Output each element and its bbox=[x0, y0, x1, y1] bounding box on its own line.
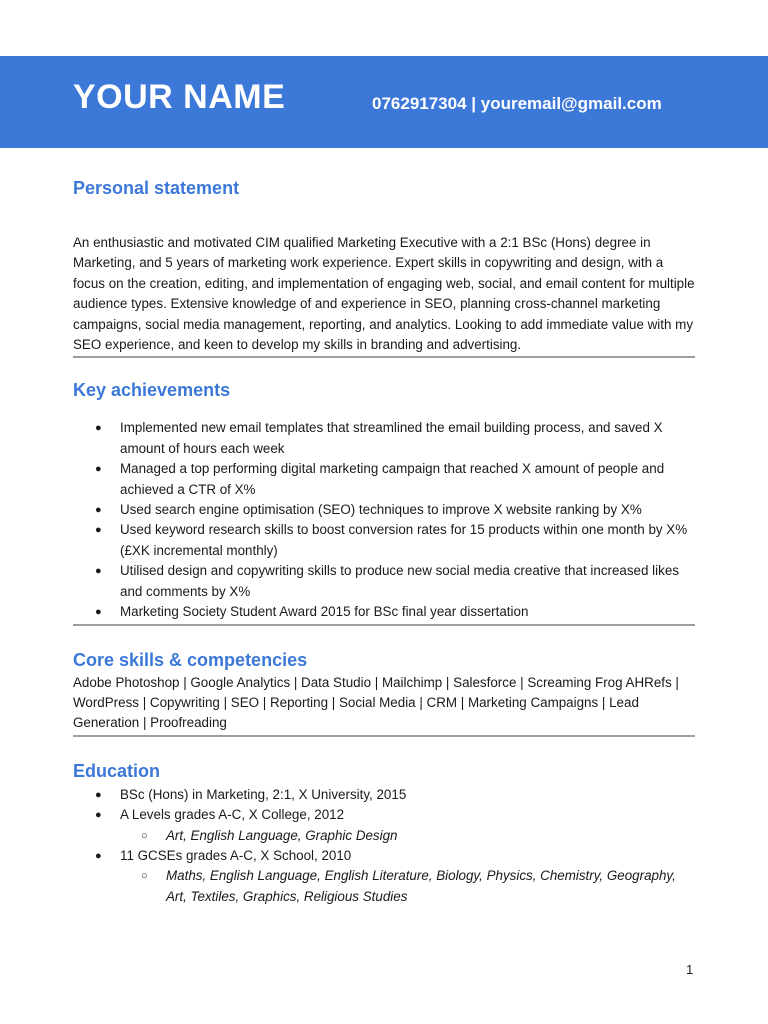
bullet-icon: ● bbox=[95, 524, 102, 537]
section-divider bbox=[73, 624, 695, 626]
key-achievements-heading: Key achievements bbox=[73, 380, 231, 401]
personal-statement-heading: Personal statement bbox=[73, 178, 240, 198]
bullet-icon: ● bbox=[95, 422, 102, 435]
sub-list-item: ○ Maths, English Language, English Literature, Biology, Physics, Chemistry, Geography, Art, Textiles, Graphics, Religious Studies bbox=[141, 868, 676, 904]
bullet-icon: ● bbox=[95, 788, 102, 801]
bullet-icon: ● bbox=[95, 849, 102, 862]
resume-content bbox=[73, 178, 695, 907]
achievements-list bbox=[73, 418, 695, 622]
core-skills-heading: Core skills & competencies bbox=[73, 649, 308, 670]
page-number: 1 bbox=[686, 962, 694, 977]
header-banner bbox=[0, 56, 768, 148]
candidate-name: YOUR NAME bbox=[73, 78, 286, 116]
list-item: ● Managed a top performing digital marketing campaign that reached X amount of people and achieved a CTR of X% bbox=[95, 461, 665, 497]
circle-bullet-icon: ○ bbox=[141, 829, 148, 842]
section-divider bbox=[73, 735, 695, 737]
bullet-icon: ● bbox=[95, 809, 102, 822]
list-item: ● 11 GCSEs grades A-C, X School, 2010 ○ Maths, English Language, English Literature, Biology, Physics, Chemistry, Geography, Art, Textiles, Graphics, Religious Studies bbox=[73, 846, 695, 907]
list-item: ● A Levels grades A-C, X College, 2012 ○ Art, English Language, Graphic Design bbox=[73, 805, 695, 846]
list-item: ● Used search engine optimisation (SEO) techniques to improve X website ranking by X% bbox=[73, 500, 695, 520]
bullet-icon: ● bbox=[95, 565, 102, 578]
list-item: ● Utilised design and copywriting skills to produce new social media creative that increased likes and comments by X% bbox=[95, 563, 679, 599]
sub-list bbox=[120, 826, 695, 846]
sub-list bbox=[120, 866, 695, 907]
list-item: ● BSc (Hons) in Marketing, 2:1, X University, 2015 bbox=[73, 785, 695, 805]
bullet-icon: ● bbox=[95, 504, 102, 517]
core-skills-text: Adobe Photoshop | Google Analytics | Data Studio | Mailchimp | Salesforce | Screaming Frog AHRefs | WordPress | Copywriting | SEO | Reporting | Social Media | CRM | Marketing Campaigns | Lead Generation | Proofreading bbox=[73, 674, 679, 731]
contact-details: 0762917304 | youremail@gmail.com bbox=[372, 94, 662, 113]
list-item: ● Used keyword research skills to boost conversion rates for 15 products within one month by X% (£XK incremental monthly) bbox=[95, 522, 688, 558]
bullet-icon: ● bbox=[95, 463, 102, 476]
section-divider bbox=[73, 356, 695, 358]
personal-statement-text: An enthusiastic and motivated CIM qualified Marketing Executive with a 2:1 BSc (Hons) degree in Marketing, and 5 years of marketing work experience. Expert skills in copywriting and design, with a focus on the creation, editing, and implementation of engaging web, social, and email content for multiple audience types. Extensive knowledge of and experience in SEO, planning cross-channel marketing campaigns, social media management, reporting, and analytics. Looking to add immediate value with my SEO experience, and keen to develop my skills in branding and advertising. bbox=[73, 235, 695, 353]
sub-list-item: ○ Art, English Language, Graphic Design bbox=[120, 826, 695, 846]
education-heading: Education bbox=[73, 760, 161, 781]
list-item: ● Implemented new email templates that streamlined the email building process, and saved X amount of hours each week bbox=[95, 420, 663, 456]
circle-bullet-icon: ○ bbox=[141, 870, 148, 883]
list-item: ● Marketing Society Student Award 2015 for BSc final year dissertation bbox=[73, 602, 695, 622]
bullet-icon: ● bbox=[95, 606, 102, 619]
education-list bbox=[73, 785, 695, 907]
